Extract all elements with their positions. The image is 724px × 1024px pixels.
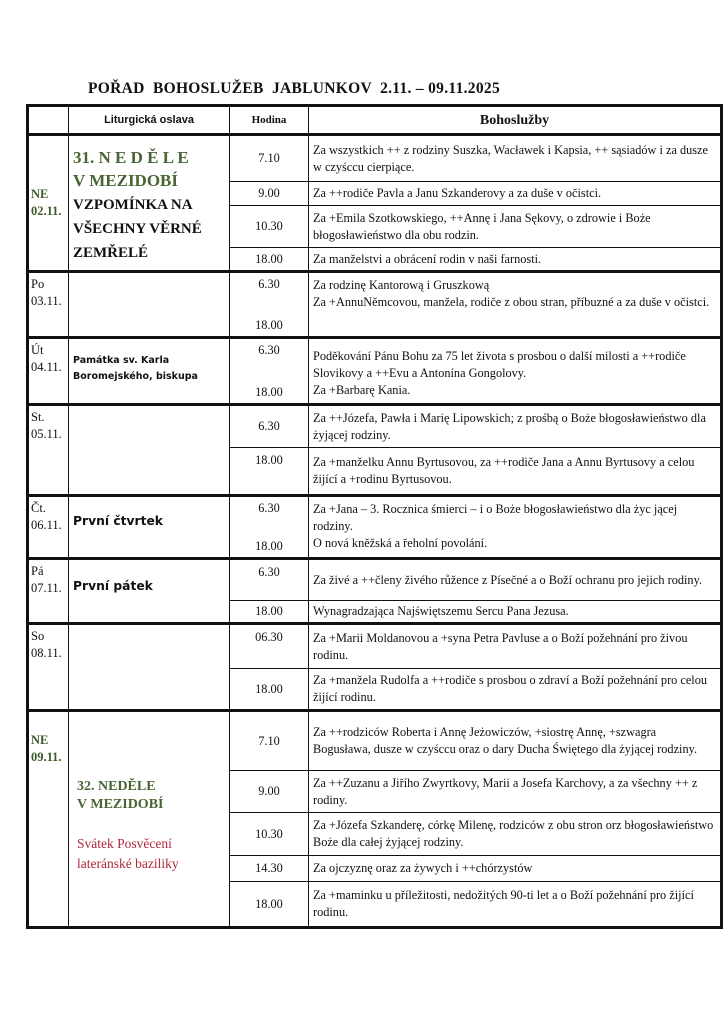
time-value: 18.00 xyxy=(255,539,283,553)
schedule-table-wrapper xyxy=(26,104,720,929)
time-cell: 9.00 xyxy=(230,771,309,813)
service-line: O nová kněžská a řeholní povolání. xyxy=(313,536,488,550)
service-text: Wynagradzająca Najświętszemu Sercu Pana Jezusa. xyxy=(309,601,722,624)
table-row xyxy=(28,624,722,669)
service-text: Za ojczyznę oraz za żywych i ++chórzystów xyxy=(309,856,722,882)
time-cell: 7.10 xyxy=(230,711,309,771)
service-text: Za ++Zuzanu a Jiřího Zwyrtkovy, Marii a Josefa Karchovy, a za všechny ++ z rodiny. xyxy=(309,771,722,813)
service-text xyxy=(309,338,722,405)
service-text: Za +Emila Szotkowskiego, ++Annę i Jana Sękovy, o zdrowie i Boże błogosławieństwo dla obu rodzin. xyxy=(309,206,722,248)
time-cell: 6.30 xyxy=(230,559,309,601)
service-line: Za +Barbarę Kania. xyxy=(313,382,411,397)
day-cell xyxy=(28,272,69,338)
service-text: Za +Marii Moldanovou a +syna Petra Pavluse a o Boží požehnání pro živou rodinu. xyxy=(309,624,722,669)
liturgy-note: První čtvrtek xyxy=(73,514,163,528)
table-row xyxy=(28,559,722,601)
time-value: 18.00 xyxy=(255,318,283,332)
time-cell: 18.00 xyxy=(230,882,309,928)
liturgy-note: VZPOMÍNKA NA VŠECHNY VĚRNÉ ZEMŘELÉ xyxy=(73,197,202,261)
service-line: Poděkování Pánu Bohu za 75 let života s prosbou o další milosti a ++rodiče Slovikovy a ++Evu a Antonína Gongolovy. xyxy=(313,348,686,380)
day-date: 08.11. xyxy=(31,646,62,660)
day-date: 06.11. xyxy=(31,518,62,532)
day-date: 04.11. xyxy=(31,360,62,374)
day-date: 05.11. xyxy=(31,427,62,441)
header-liturgy: Liturgická oslava xyxy=(69,106,230,135)
time-cell: 18.00 xyxy=(230,448,309,496)
time-value: 18.00 xyxy=(255,385,283,399)
service-text xyxy=(309,496,722,559)
service-text: Za +manželku Annu Byrtusovou, za ++rodiče Jana a Annu Byrtusovy a celou žijící a +rodinu Byrtusovou. xyxy=(309,448,722,496)
day-name: Po xyxy=(31,277,45,291)
service-text: Za ++rodziców Roberta i Annę Jeżowiczów, +siostrę Annę, +szwagra Bogusława, dusze w czyśccu oraz o dary Ducha Świętego dla żyjącej rodziny. xyxy=(309,711,722,771)
time-value: 6.30 xyxy=(258,501,280,515)
time-cell: 6.30 xyxy=(230,405,309,448)
liturgy-cell xyxy=(69,405,230,496)
service-text: Za ++Józefa, Pawła i Marię Lipowskich; z prośbą o Boże błogosławieństwo dla żyjącej rodziny. xyxy=(309,405,722,448)
time-cell: 18.00 xyxy=(230,601,309,624)
day-cell xyxy=(28,559,69,624)
day-cell xyxy=(28,711,69,928)
time-cell xyxy=(230,496,309,559)
liturgy-cell xyxy=(69,624,230,711)
time-cell: 7.10 xyxy=(230,135,309,182)
header-day xyxy=(28,106,69,135)
day-name: So xyxy=(31,629,45,643)
header-hour: Hodina xyxy=(230,106,309,135)
liturgy-cell xyxy=(69,559,230,624)
liturgy-note: První pátek xyxy=(73,579,153,593)
time-cell: 10.30 xyxy=(230,206,309,248)
liturgy-cell xyxy=(69,135,230,272)
service-text: Za manželstvi a obrácení rodin v naši farnosti. xyxy=(309,248,722,272)
service-text: Za wszystkich ++ z rodziny Suszka, Wacławek i Kapsia, ++ sąsiadów i za dusze w czyśccu cierpiące. xyxy=(309,135,722,182)
liturgy-cell xyxy=(69,338,230,405)
service-line: Za +Jana – 3. Rocznica śmierci – i o Boże błogosławieństwo dla życ jącej rodziny. xyxy=(313,502,678,533)
table-row xyxy=(28,338,722,405)
feast-line: lateránské baziliky xyxy=(77,856,179,871)
table-row xyxy=(28,135,722,182)
table-row xyxy=(28,272,722,338)
table-row xyxy=(28,496,722,559)
liturgy-subtitle: V MEZIDOBÍ xyxy=(73,171,179,190)
day-name: NE xyxy=(31,733,49,747)
time-value: 6.30 xyxy=(258,343,280,357)
day-cell xyxy=(28,135,69,272)
day-name: St. xyxy=(31,410,45,424)
service-text: Za živé a ++členy živého růžence z Písečné a o Boží ochranu pro jejich rodiny. xyxy=(309,559,722,601)
header-row xyxy=(28,106,722,135)
time-cell: 18.00 xyxy=(230,669,309,711)
liturgy-cell xyxy=(69,496,230,559)
day-cell xyxy=(28,405,69,496)
header-services: Bohoslužby xyxy=(309,106,722,135)
time-cell: 06.30 xyxy=(230,624,309,669)
time-cell: 18.00 xyxy=(230,248,309,272)
time-cell xyxy=(230,338,309,405)
service-text: Za +manžela Rudolfa a ++rodiče s prosbou o zdraví a Boží požehnání pro celou žijící rodinu. xyxy=(309,669,722,711)
time-cell: 10.30 xyxy=(230,813,309,856)
day-name: Pá xyxy=(31,564,44,578)
day-name: Čt. xyxy=(31,501,46,515)
time-cell: 9.00 xyxy=(230,182,309,206)
liturgy-subtitle: V MEZIDOBÍ xyxy=(77,797,164,812)
liturgy-title: 31. N E D Ě L E xyxy=(73,148,189,167)
day-name: Út xyxy=(31,343,44,357)
liturgy-note: Památka sv. Karla Boromejského, biskupa xyxy=(73,355,198,382)
table-row xyxy=(28,405,722,448)
service-line: Za rodzinę Kantorową i Gruszkową xyxy=(313,278,490,292)
day-cell xyxy=(28,624,69,711)
time-value: 6.30 xyxy=(258,277,280,291)
day-cell xyxy=(28,338,69,405)
day-date: 03.11. xyxy=(31,294,62,308)
service-text xyxy=(309,272,722,338)
time-cell xyxy=(230,272,309,338)
liturgy-cell xyxy=(69,711,230,928)
service-text: Za ++rodiče Pavla a Janu Szkanderovy a za duše v očistci. xyxy=(309,182,722,206)
service-text: Za +Józefa Szkanderę, córkę Milenę, rodziców z obu stron orz błogosławieństwo Boże dla całej żyjącej rodziny. xyxy=(309,813,722,856)
day-name: NE xyxy=(31,187,49,201)
liturgy-title: 32. NEDĚLE xyxy=(77,779,156,794)
schedule-table xyxy=(26,104,723,929)
day-date: 07.11. xyxy=(31,581,62,595)
table-row xyxy=(28,711,722,771)
day-cell xyxy=(28,496,69,559)
day-date: 09.11. xyxy=(31,750,62,764)
service-text: Za +maminku u příležitosti, nedožitých 90-ti let a o Boží požehnání pro žijící rodinu. xyxy=(309,882,722,928)
feast-line: Svátek Posvěcení xyxy=(77,836,172,851)
page-title: POŘAD BOHOSLUŽEB JABLUNKOV 2.11. – 09.11.2025 xyxy=(88,80,501,97)
service-line: Za +AnnuNěmcovou, manžela, rodiče z obou stran, příbuzné a za duše v očistci. xyxy=(313,295,710,309)
day-date: 02.11. xyxy=(31,204,62,218)
time-cell: 14.30 xyxy=(230,856,309,882)
liturgy-cell xyxy=(69,272,230,338)
